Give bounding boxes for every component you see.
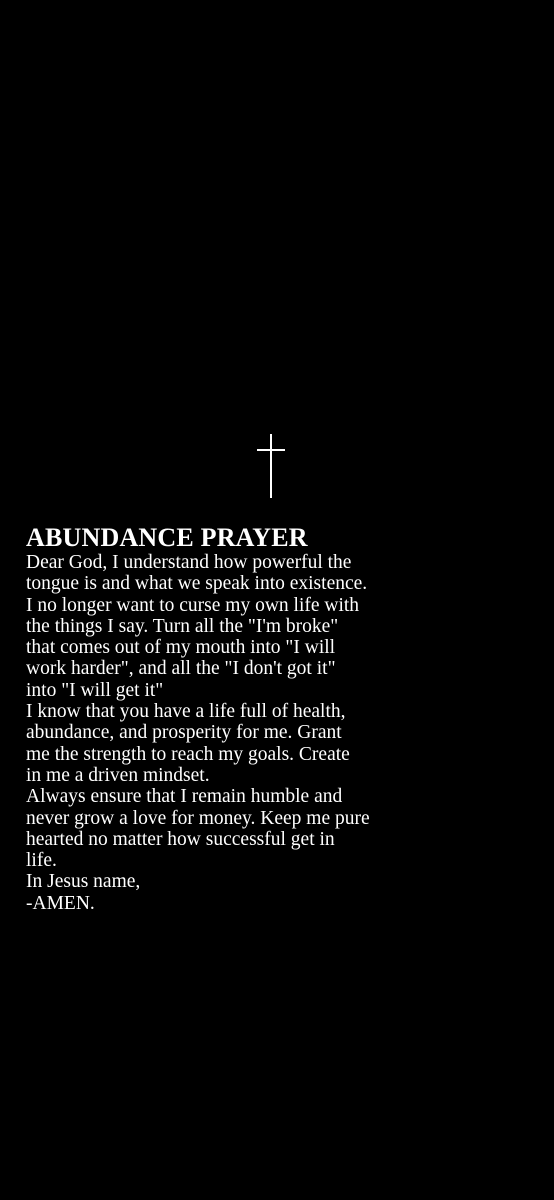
prayer-line: life. <box>26 850 57 872</box>
prayer-line: me the strength to reach my goals. Create <box>26 743 350 765</box>
prayer-line: the things I say. Turn all the "I'm broke" <box>26 615 339 637</box>
prayer-body <box>26 552 536 914</box>
prayer-line: Always ensure that I remain humble and <box>26 786 343 808</box>
prayer-line: that comes out of my mouth into "I will <box>26 637 336 659</box>
prayer-line: -AMEN. <box>26 892 95 914</box>
cross-vertical-bar <box>270 434 272 498</box>
prayer-line: hearted no matter how successful get in <box>26 828 335 850</box>
prayer-line: tongue is and what we speak into existence. <box>26 573 368 595</box>
prayer-line: abundance, and prosperity for me. Grant <box>26 722 342 744</box>
prayer-line: into "I will get it" <box>26 679 164 701</box>
prayer-text-block <box>26 524 536 914</box>
prayer-line: in me a driven mindset. <box>26 764 210 786</box>
prayer-line: In Jesus name, <box>26 871 141 893</box>
cross-horizontal-bar <box>257 449 285 451</box>
prayer-title: ABUNDANCE PRAYER <box>26 523 308 552</box>
cross-icon <box>257 434 287 498</box>
prayer-line: Dear God, I understand how powerful the <box>26 552 352 573</box>
prayer-line: I no longer want to curse my own life with <box>26 594 360 616</box>
prayer-line: I know that you have a life full of health, <box>26 701 346 723</box>
prayer-line: never grow a love for money. Keep me pure <box>26 807 370 829</box>
prayer-line: work harder", and all the "I don't got it" <box>26 658 336 680</box>
